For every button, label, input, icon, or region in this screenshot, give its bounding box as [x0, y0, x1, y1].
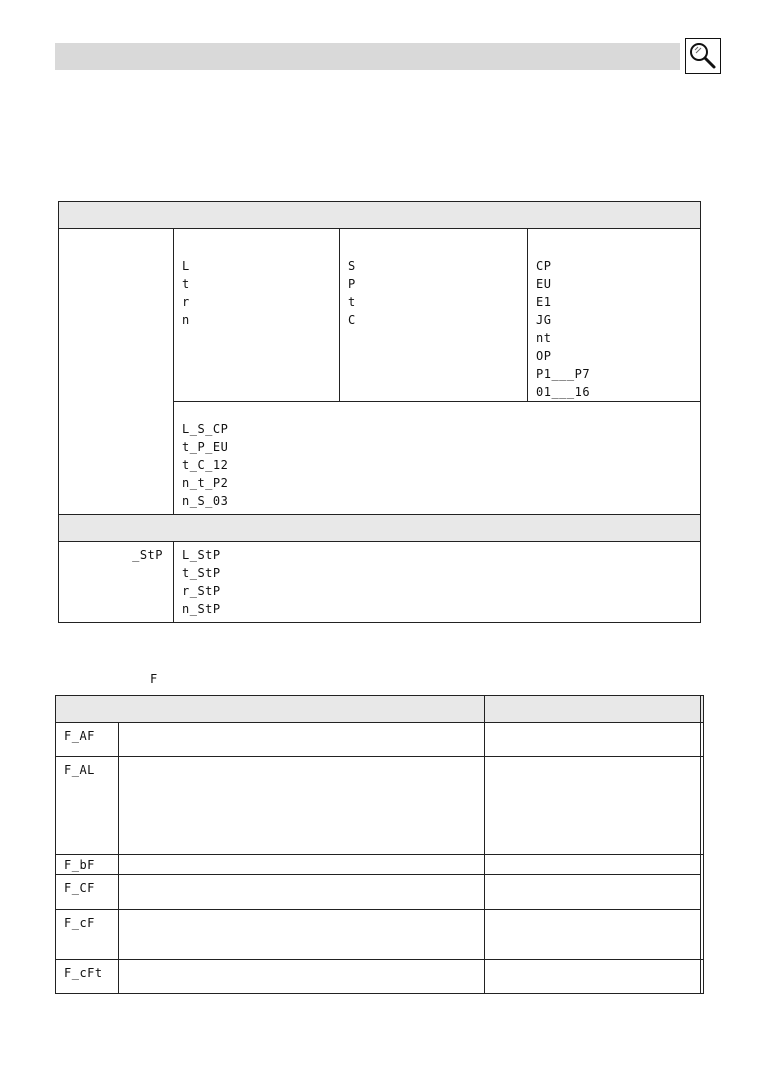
fault-cause-cell [485, 757, 701, 855]
step-item: L_StP [182, 548, 221, 562]
fault-code-cell [56, 757, 119, 855]
code-item: S [348, 259, 356, 273]
code-item: EU [536, 277, 552, 291]
fault-desc-cell [119, 723, 485, 757]
code-item: nt [536, 331, 552, 345]
code-item: r [182, 295, 190, 309]
step-code: _StP [132, 548, 163, 562]
section-header-bar [55, 43, 680, 70]
combo-item: L_S_CP [182, 422, 229, 436]
magnifier-icon-graphic [686, 39, 719, 72]
step-item: t_StP [182, 566, 221, 580]
fault-action-cell-merged [701, 855, 704, 960]
code-structure-table [58, 201, 701, 623]
fault-desc-cell [119, 875, 485, 910]
fault-desc-cell [119, 757, 485, 855]
fault-code-cell [56, 910, 119, 960]
fault-code: F_bF [64, 858, 95, 872]
fault-action-cell [701, 960, 704, 994]
combo-item: n_S_03 [182, 494, 229, 508]
code-item: t [182, 277, 190, 291]
code-item: OP [536, 349, 552, 363]
fault-code-cell [56, 960, 119, 994]
table2-header-col1 [56, 696, 485, 723]
table1-header-row [59, 202, 701, 229]
combo-item: t_P_EU [182, 440, 229, 454]
table1-col1 [174, 229, 340, 402]
fault-desc-cell [119, 855, 485, 875]
code-item: CP [536, 259, 552, 273]
code-item: E1 [536, 295, 552, 309]
code-item: n [182, 313, 190, 327]
fault-code: F_CF [64, 881, 95, 895]
fault-desc-cell [119, 960, 485, 994]
code-item: t [348, 295, 356, 309]
fault-code: F_AF [64, 729, 95, 743]
code-item: P1___P7 [536, 367, 591, 381]
fault-cause-cell [485, 875, 701, 910]
fault-code-cell [56, 855, 119, 875]
fault-code-cell [56, 723, 119, 757]
table2-header-col2 [485, 696, 701, 723]
table1-empty-cell [59, 229, 174, 515]
table1-combos [174, 402, 701, 515]
magnifier-icon [685, 38, 721, 74]
fault-action-cell [701, 757, 704, 855]
table1-step-header [59, 515, 701, 542]
code-item: L [182, 259, 190, 273]
step-code-cell [59, 542, 174, 623]
fault-action-cell [701, 723, 704, 757]
code-item: C [348, 313, 356, 327]
fault-code: F_cFt [64, 966, 103, 980]
table1-col2 [340, 229, 528, 402]
code-item: P [348, 277, 356, 291]
combo-item: t_C_12 [182, 458, 229, 472]
step-item: r_StP [182, 584, 221, 598]
fault-code: F_cF [64, 916, 95, 930]
f-prefix-label: F [150, 672, 158, 686]
fault-code-cell [56, 875, 119, 910]
fault-desc-cell [119, 910, 485, 960]
fault-cause-cell [485, 855, 701, 875]
fault-code-table [55, 695, 704, 994]
step-list-cell [174, 542, 701, 623]
fault-cause-cell [485, 960, 701, 994]
combo-item: n_t_P2 [182, 476, 229, 490]
step-item: n_StP [182, 602, 221, 616]
code-item: JG [536, 313, 552, 327]
fault-code: F_AL [64, 763, 95, 777]
table2-header-col3 [701, 696, 704, 723]
code-item: 01___16 [536, 385, 591, 399]
fault-cause-cell [485, 723, 701, 757]
fault-cause-cell [485, 910, 701, 960]
table1-col3 [528, 229, 701, 402]
